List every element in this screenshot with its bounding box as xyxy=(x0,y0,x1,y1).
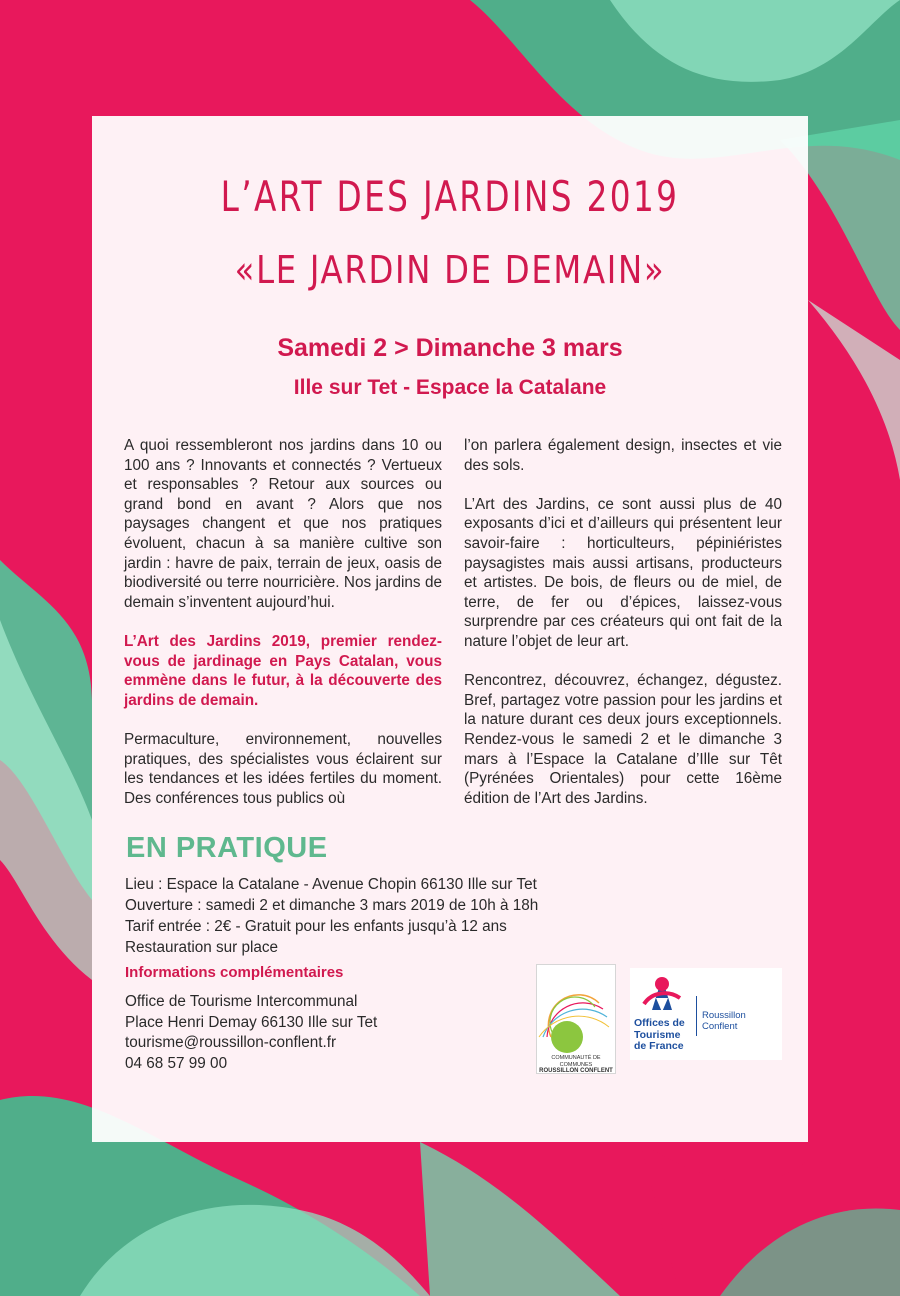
practical-opening-hours: Ouverture : samedi 2 et dimanche 3 mars 2019 de 10h à 18h xyxy=(125,897,539,914)
paragraph-invitation: Rencontrez, découvrez, échangez, dégustez. Bref, partagez votre passion pour les jardins et la nature durant ces deux jours exceptionnels. Rendez-vous le samedi 2 et le dimanche 3 mars à l’Espace la Catalane d’Ille sur Têt (Pyrénées Orientales) pour cette 16ème édition de l’Art des Jardins. xyxy=(464,672,782,807)
ot-logo-text xyxy=(634,1018,694,1053)
ot-logo-line2: Tourisme xyxy=(634,1028,681,1041)
contact-address: Place Henri Demay 66130 Ille sur Tet xyxy=(125,1013,378,1031)
practical-info xyxy=(125,874,645,958)
paragraph-conferences: Permaculture, environnement, nouvelles pratiques, des spécialistes vous éclairent sur les tendances et les idées fertiles du moment. Des conférences tous publics où xyxy=(124,730,442,807)
cc-logo-text xyxy=(539,1055,613,1075)
practical-price: Tarif entrée : 2€ - Gratuit pour les enfants jusqu’à 12 ans xyxy=(125,918,507,935)
cc-logo-line2: ROUSSILLON CONFLENT xyxy=(539,1068,613,1074)
text-column-left xyxy=(124,436,442,828)
contact-email[interactable]: tourisme@roussillon-conflent.fr xyxy=(125,1034,337,1051)
communaute-communes-logo xyxy=(536,964,616,1074)
page-subtitle: «LE JARDIN DE DEMAIN» xyxy=(234,248,666,292)
ot-region-name: Roussillon Conflent xyxy=(702,1010,746,1032)
text-column-right xyxy=(464,436,782,828)
ot-logo-divider xyxy=(696,996,697,1036)
event-location: Ille sur Tet - Espace la Catalane xyxy=(293,376,607,399)
content-card xyxy=(92,116,808,1142)
paragraph-highlight: L’Art des Jardins 2019, premier rendez-vous de jardinage en Pays Catalan, vous emmène dans le futur, à la découverte des jardins de demain. xyxy=(124,632,442,709)
contact-block xyxy=(125,992,485,1074)
arc-logo-icon xyxy=(537,965,615,1055)
tourism-emblem-icon xyxy=(632,968,692,1018)
info-heading: Informations complémentaires xyxy=(125,964,344,981)
page-title: L’ART DES JARDINS 2019 xyxy=(220,172,680,221)
cc-logo-line1: COMMUNAUTÉ DE COMMUNES xyxy=(551,1055,601,1068)
ot-logo-line3: de France xyxy=(634,1040,684,1052)
paragraph-exhibitors: L’Art des Jardins, ce sont aussi plus de 40 exposants d’ici et d’ailleurs qui présentent leur savoir-faire : horticulteurs, pépiniéristes paysagistes mais aussi artisans, producteurs et artistes. De bois, de fleurs ou de miel, de terre, de fer ou d’épices, laissez-vous surprendre par ces créateurs qui ont fait de la nature l’objet de leur art. xyxy=(464,495,782,650)
ot-logo-line1: Offices de xyxy=(634,1017,685,1029)
offices-tourisme-logo xyxy=(630,968,782,1060)
paragraph-intro: A quoi ressembleront nos jardins dans 10 ou 100 ans ? Innovants et connectés ? Vertueux et responsables ? Retour aux sources ou grand bond en avant ? Alors que nos paysages changent et que nos pratiques évoluent, chacun à sa manière cultive son jardin : havre de paix, terrain de jeux, oasis de biodiversité ou terre nourricière. Nos jardins de demain s’inventent aujourd’hui. xyxy=(124,437,442,611)
practical-venue: Lieu : Espace la Catalane - Avenue Chopin 66130 Ille sur Tet xyxy=(125,876,537,893)
event-dates: Samedi 2 > Dimanche 3 mars xyxy=(277,334,623,362)
practical-heading: EN PRATIQUE xyxy=(126,832,328,864)
contact-phone[interactable]: 04 68 57 99 00 xyxy=(125,1054,228,1072)
practical-catering: Restauration sur place xyxy=(125,939,279,956)
paragraph-continued: l’on parlera également design, insectes et vie des sols. xyxy=(464,437,782,474)
contact-office: Office de Tourisme Intercommunal xyxy=(125,993,358,1010)
